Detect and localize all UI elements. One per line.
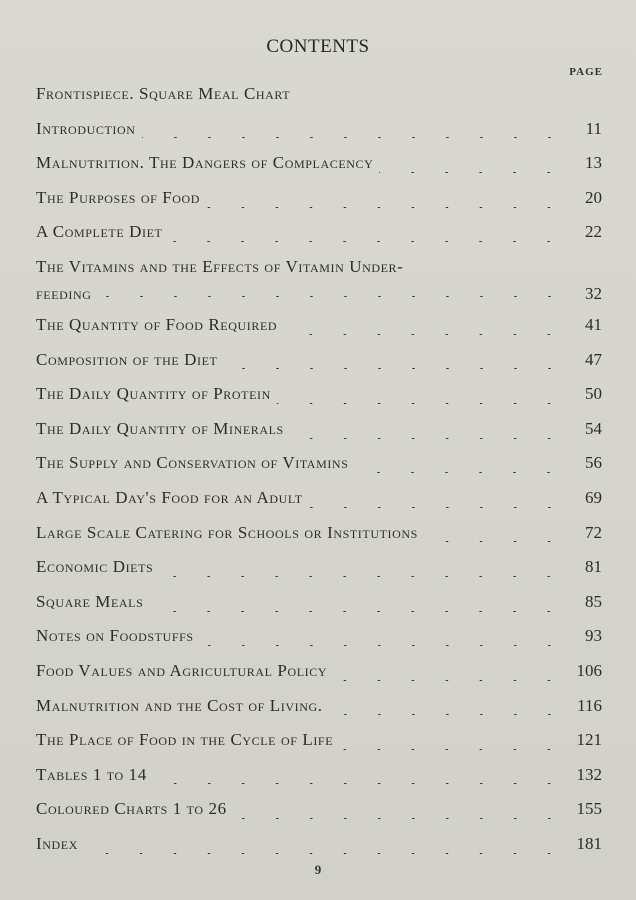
toc-entry: [36, 759, 602, 794]
toc-entry-label: Composition of the Diet: [36, 349, 218, 369]
dot-leader: [339, 749, 566, 750]
toc-entry-label: Notes on Foodstuffs: [36, 626, 194, 646]
toc-entry: [36, 413, 602, 448]
toc-entry-page: 85: [585, 591, 602, 611]
toc-entry-page: 121: [576, 730, 602, 750]
toc-entry: [36, 113, 602, 148]
toc-entry-page: 106: [576, 660, 602, 680]
toc-entry-label: The Supply and Conservation of Vitamins: [36, 453, 349, 473]
toc-entry: [36, 724, 602, 759]
toc-entry-continuation: [36, 278, 602, 304]
dot-leader: [290, 438, 566, 439]
toc-entry-page: 155: [576, 799, 602, 819]
toc-entry-page: 41: [585, 314, 602, 334]
toc-entry-label: Economic Diets: [36, 557, 154, 577]
toc-entry-page: 54: [585, 418, 602, 438]
toc-entry: [36, 447, 602, 482]
toc-entry-label: Food Values and Agricultural Policy: [36, 660, 328, 680]
page-number: 9: [314, 862, 322, 877]
toc-entry-label: Index: [36, 833, 78, 853]
dot-leader: [379, 172, 566, 173]
dot-leader: [424, 541, 566, 542]
toc-entry-page: 69: [585, 487, 602, 507]
page-column-label: PAGE: [569, 66, 603, 78]
toc-entry: [36, 344, 602, 379]
toc-entry-page: 20: [585, 187, 602, 207]
dot-leader: [333, 680, 566, 681]
toc-entry-page: 93: [585, 626, 602, 646]
toc-entry-page: 81: [585, 557, 602, 577]
toc-entry-label: Square Meals: [36, 591, 144, 611]
dot-leader: [233, 818, 566, 819]
toc-entry-page: 22: [585, 222, 602, 242]
toc-entry: [36, 690, 602, 725]
toc-entry: [36, 793, 602, 828]
toc-entry-label: Tables 1 to 14: [36, 764, 147, 784]
dot-leader: [159, 576, 566, 577]
toc-entry: [36, 482, 602, 517]
dot-leader: [153, 783, 566, 784]
toc-entry-label: Large Scale Catering for Schools or Institutions: [36, 522, 418, 542]
dot-leader: [200, 645, 566, 646]
toc-entry-label: Malnutrition. The Dangers of Complacency: [36, 153, 374, 173]
toc-entries-continued: [36, 309, 602, 863]
toc-entry-label: The Place of Food in the Cycle of Life: [36, 730, 334, 750]
toc-entry-vitamins: [36, 251, 602, 309]
toc-entry-label: The Purposes of Food: [36, 187, 201, 207]
toc-entry-label: A Typical Day's Food for an Adult: [36, 487, 303, 507]
toc-entry-page: 32: [585, 283, 602, 303]
dot-leader: [309, 507, 566, 508]
toc-entry-label: Coloured Charts 1 to 26: [36, 799, 227, 819]
toc-entry: [36, 828, 602, 863]
toc-entry: [36, 620, 602, 655]
toc-entry-frontispiece: [36, 78, 602, 113]
toc-entry: [36, 309, 602, 344]
toc-entry: [36, 216, 602, 251]
toc-entry-label: Frontispiece. Square Meal Chart: [36, 84, 291, 103]
toc-entry-label-continued: feeding: [36, 283, 92, 303]
dot-leader: [84, 853, 566, 854]
toc-entry-label: Introduction: [36, 118, 136, 138]
dot-leader: [149, 611, 566, 612]
toc-entry-page: 56: [585, 453, 602, 473]
toc-entry: [36, 182, 602, 217]
dot-leader: [329, 714, 566, 715]
contents-list: [36, 78, 602, 862]
toc-entry-page: 50: [585, 384, 602, 404]
toc-entry: [36, 517, 602, 552]
toc-entry-page: 181: [576, 833, 602, 853]
toc-entry: [36, 551, 602, 586]
dot-leader: [224, 368, 567, 369]
dot-leader: [98, 296, 566, 297]
toc-entry-label: The Vitamins and the Effects of Vitamin Under-: [36, 256, 404, 276]
toc-entry-label: A Complete Diet: [36, 222, 163, 242]
dot-leader: [142, 137, 566, 138]
toc-entry: [36, 655, 602, 690]
toc-entry-page: 47: [585, 349, 602, 369]
toc-entry-page: 116: [577, 695, 602, 715]
toc-entry-page: 132: [576, 764, 602, 784]
toc-entry-label: The Quantity of Food Required: [36, 314, 278, 334]
dot-leader: [354, 472, 566, 473]
toc-entry-page: 72: [585, 522, 602, 542]
toc-entry-page: 13: [585, 153, 602, 173]
toc-entry: [36, 586, 602, 621]
dot-leader: [206, 207, 566, 208]
toc-entry-label: The Daily Quantity of Minerals: [36, 418, 284, 438]
toc-entry: [36, 147, 602, 182]
toc-entry: [36, 378, 602, 413]
toc-entry-label: Malnutrition and the Cost of Living.: [36, 695, 323, 715]
toc-entry-label: The Daily Quantity of Protein: [36, 384, 271, 404]
toc-entry-page: 11: [585, 118, 602, 138]
dot-leader: [277, 403, 566, 404]
page-title: CONTENTS: [266, 36, 370, 57]
dot-leader: [283, 334, 566, 335]
dot-leader: [168, 241, 566, 242]
